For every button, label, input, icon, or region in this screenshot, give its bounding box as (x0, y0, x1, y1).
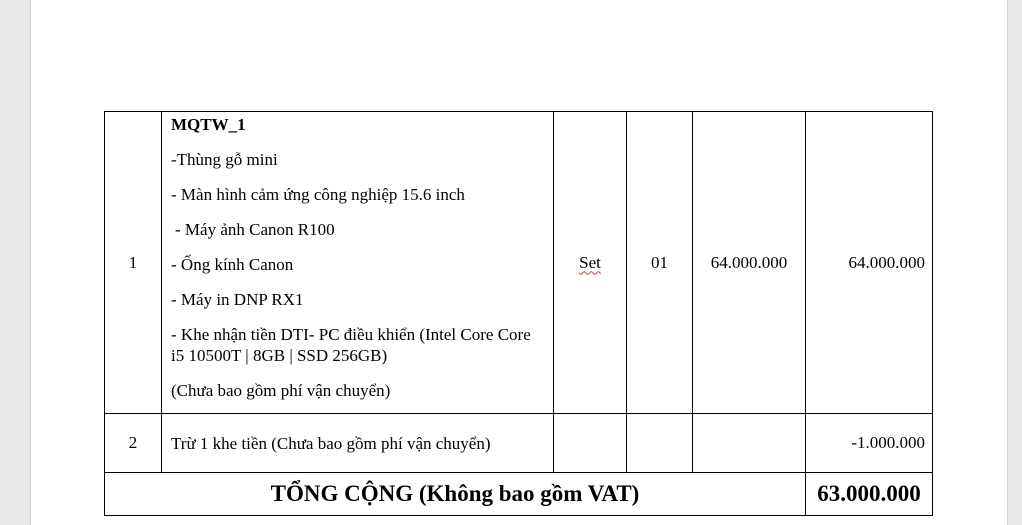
quotation-table (104, 111, 933, 516)
description-line: (Chưa bao gồm phí vận chuyển) (171, 381, 391, 400)
unit-price-cell[interactable]: 64.000.000 (693, 112, 806, 414)
quantity-cell[interactable] (627, 414, 693, 473)
line-total-cell[interactable]: -1.000.000 (806, 414, 933, 473)
table-row (105, 112, 933, 414)
unit-cell[interactable] (554, 414, 627, 473)
description-line: - Khe nhận tiền DTI- PC điều khiển (Intel Core Core i5 10500T | 8GB | SSD 256GB) (171, 325, 531, 365)
description-line: - Máy ảnh Canon R100 (175, 220, 335, 239)
description-line: - Màn hình cảm ứng công nghiệp 15.6 inch (171, 185, 465, 204)
table-row (105, 414, 933, 473)
quantity-cell[interactable]: 01 (627, 112, 693, 414)
grand-total-row (105, 473, 933, 516)
unit-cell[interactable] (554, 112, 627, 414)
row-number-cell[interactable]: 1 (105, 112, 162, 414)
document-page (30, 0, 1008, 525)
grand-total-label[interactable]: TỔNG CỘNG (Không bao gồm VAT) (105, 473, 806, 516)
description-line: - Máy in DNP RX1 (171, 290, 304, 309)
unit-text: Set (579, 252, 601, 272)
description-line: -Thùng gỗ mini (171, 150, 278, 169)
row-number-cell[interactable]: 2 (105, 414, 162, 473)
description-cell[interactable]: Trừ 1 khe tiền (Chưa bao gồm phí vận chuyển) (162, 414, 554, 473)
description-line: - Ống kính Canon (171, 255, 294, 274)
product-code: MQTW_1 (171, 115, 246, 134)
grand-total-value[interactable]: 63.000.000 (806, 473, 933, 516)
line-total-cell[interactable]: 64.000.000 (806, 112, 933, 414)
description-cell[interactable] (162, 112, 554, 414)
unit-price-cell[interactable] (693, 414, 806, 473)
